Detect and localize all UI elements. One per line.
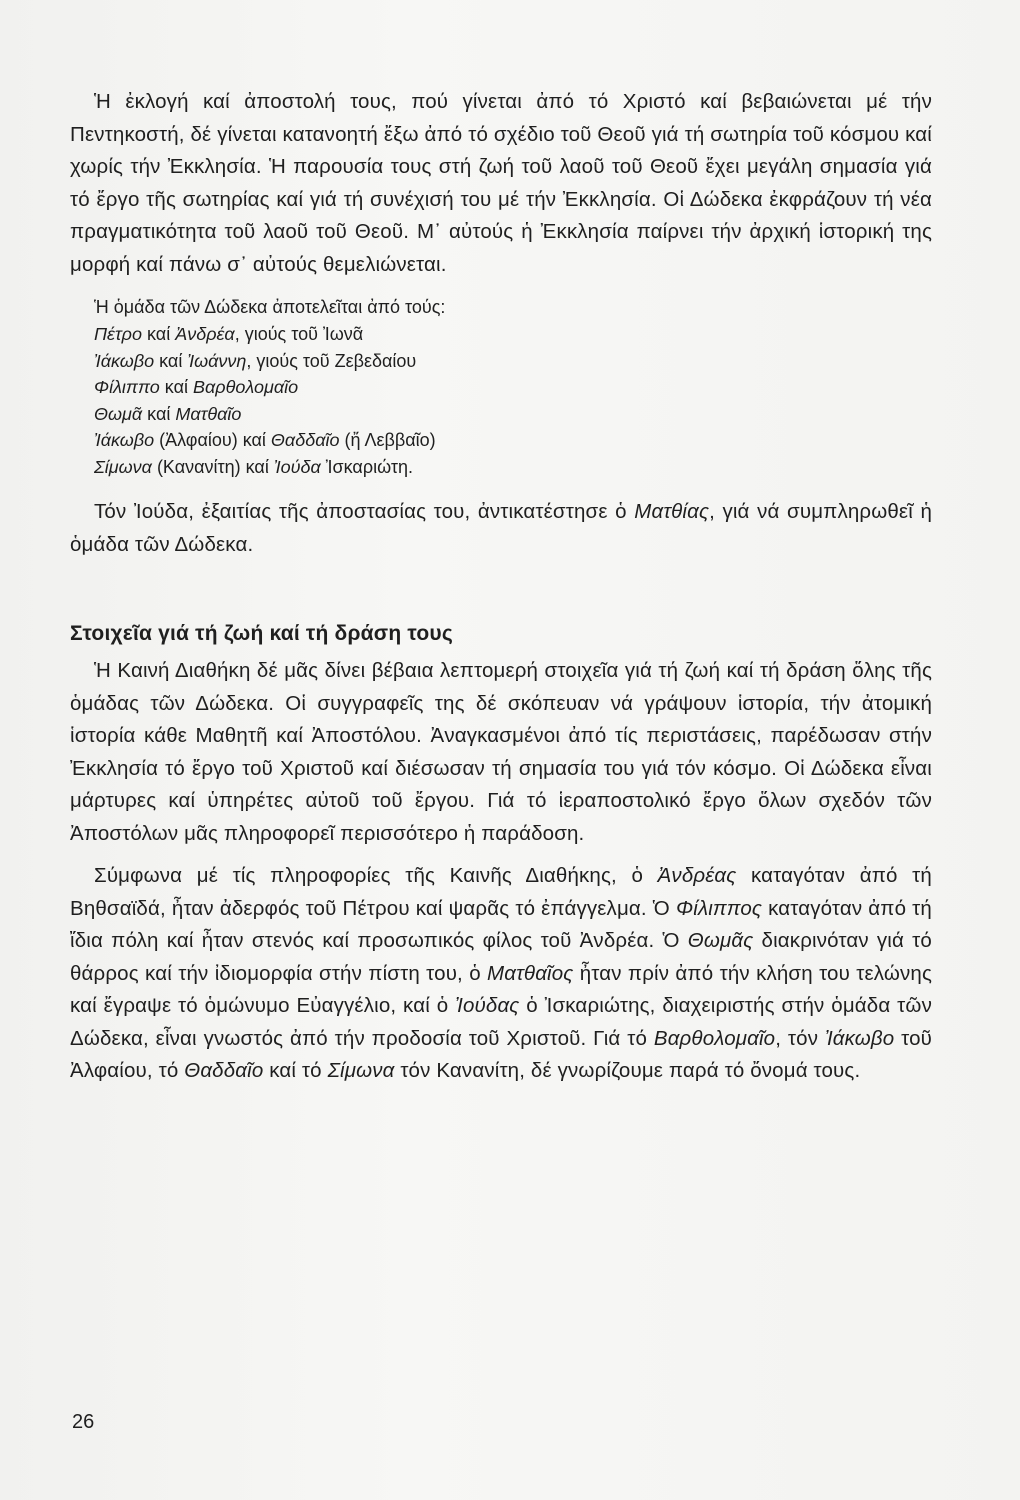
list-item: Ἰάκωβο καί Ἰωάννη, γιούς τοῦ Ζεβεδαίου [94,350,417,371]
section-paragraph-1: Ἡ Καινή Διαθήκη δέ μᾶς δίνει βέβαια λεπτομερή στοιχεῖα γιά τή ζωή καί τή δράση ὅλης τῆς ὁμάδας τῶν Δώδεκα. Οἱ συγγραφεῖς της δέ σκόπευαν νά γράψουν ἱστορία, τήν ἀτομική ἱστορία κάθε Μαθητῆ καί Ἀποστόλου. Ἀναγκασμένοι ἀπό τίς περιστάσεις, παρέδωσαν στήν Ἐκκλησία τό ἔργο τοῦ Χριστοῦ καί διέσωσαν τή σημασία του γιά τόν κόσμο. Οἱ Δώδεκα εἶναι μάρτυρες καί ὑπηρέτες αὐτοῦ τοῦ ἔργου. Γιά τό ἱεραποστολικό ἔργο ὅλων σχεδόν τῶν Ἀποστόλων μᾶς πληροφορεῖ περισσότερο ἡ παράδοση. [70,659,932,845]
text-column [70,86,932,1088]
list-item: Θωμᾶ καί Ματθαῖο [94,403,242,424]
apostles-list [70,321,932,480]
twelve-list-intro: Ἡ ὁμάδα τῶν Δώδεκα ἀποτελεῖται ἀπό τούς: [94,297,446,317]
section-heading: Στοιχεῖα γιά τή ζωή καί τή δράση τους [70,622,453,645]
list-item: Ἰάκωβο (Ἀλφαίου) καί Θαδδαῖο (ἤ Λεββαῖο) [94,430,436,450]
list-item: Πέτρο καί Ἀνδρέα, γιούς τοῦ Ἰωνᾶ [94,324,364,344]
intro-paragraph: Ἡ ἐκλογή καί ἀποστολή τους, πού γίνεται ἀπό τό Χριστό καί βεβαιώνεται μέ τήν Πεντηκοστή, δέ γίνεται κατανοητή ἔξω ἀπό τό σχέδιο τοῦ Θεοῦ γιά τή σωτηρία τοῦ κόσμου καί χωρίς τήν Ἐκκλησία. Ἡ παρουσία τους στή ζωή τοῦ λαοῦ τοῦ Θεοῦ ἔχει μεγάλη σημασία γιά τό ἔργο τῆς σωτηρίας καί γιά τή συνέχισή του μέ τήν Ἐκκλησία. Οἱ Δώδεκα ἐκφράζουν τή νέα πραγματικότητα τοῦ λαοῦ τοῦ Θεοῦ. Μ᾿ αὐτούς ἡ Ἐκκλησία παίρνει τήν ἀρχική ἱστορική της μορφή καί πάνω σ᾿ αὐτούς θεμελιώνεται. [70,90,932,276]
page-number: 26 [72,1411,95,1433]
replacement-paragraph: Τόν Ἰούδα, ἐξαιτίας τῆς ἀποστασίας του, ἀντικατέστησε ὁ Ματθίας, γιά νά συμπληρωθεῖ ἡ ὁμάδα τῶν Δώδεκα. [70,500,932,556]
list-item: Σίμωνα (Κανανίτη) καί Ἰούδα Ἰσκαριώτη. [94,456,413,477]
list-item: Φίλιππο καί Βαρθολομαῖο [94,377,299,397]
section-paragraph-2: Σύμφωνα μέ τίς πληροφορίες τῆς Καινῆς Διαθήκης, ὁ Ἀνδρέας καταγόταν ἀπό τή Βηθσαϊδά, ἦταν ἀδερφός τοῦ Πέτρου καί ψαρᾶς τό ἐπάγγελμα. Ὁ Φίλιππος καταγόταν ἀπό τή ἴδια πόλη καί ἦταν στενός καί προσωπικός φίλος τοῦ Ἀνδρέα. Ὁ Θωμᾶς διακρινόταν γιά τό θάρρος καί τήν ἰδιομορφία στήν πίστη του, ὁ Ματθαῖος ἦταν πρίν ἀπό τήν κλήση του τελώνης καί ἔγραψε τό ὁμώνυμο Εὐαγγέλιο, καί ὁ Ἰούδας ὁ Ἰσκαριώτης, διαχειριστής στήν ὁμάδα τῶν Δώδεκα, εἶναι γνωστός ἀπό τήν προδοσία τοῦ Χριστοῦ. Γιά τό Βαρθολομαῖο, τόν Ἰάκωβο τοῦ Ἀλφαίου, τό Θαδδαῖο καί τό Σίμωνα τόν Κανανίτη, δέ γνωρίζουμε παρά τό ὄνομά τους. [70,864,933,1082]
